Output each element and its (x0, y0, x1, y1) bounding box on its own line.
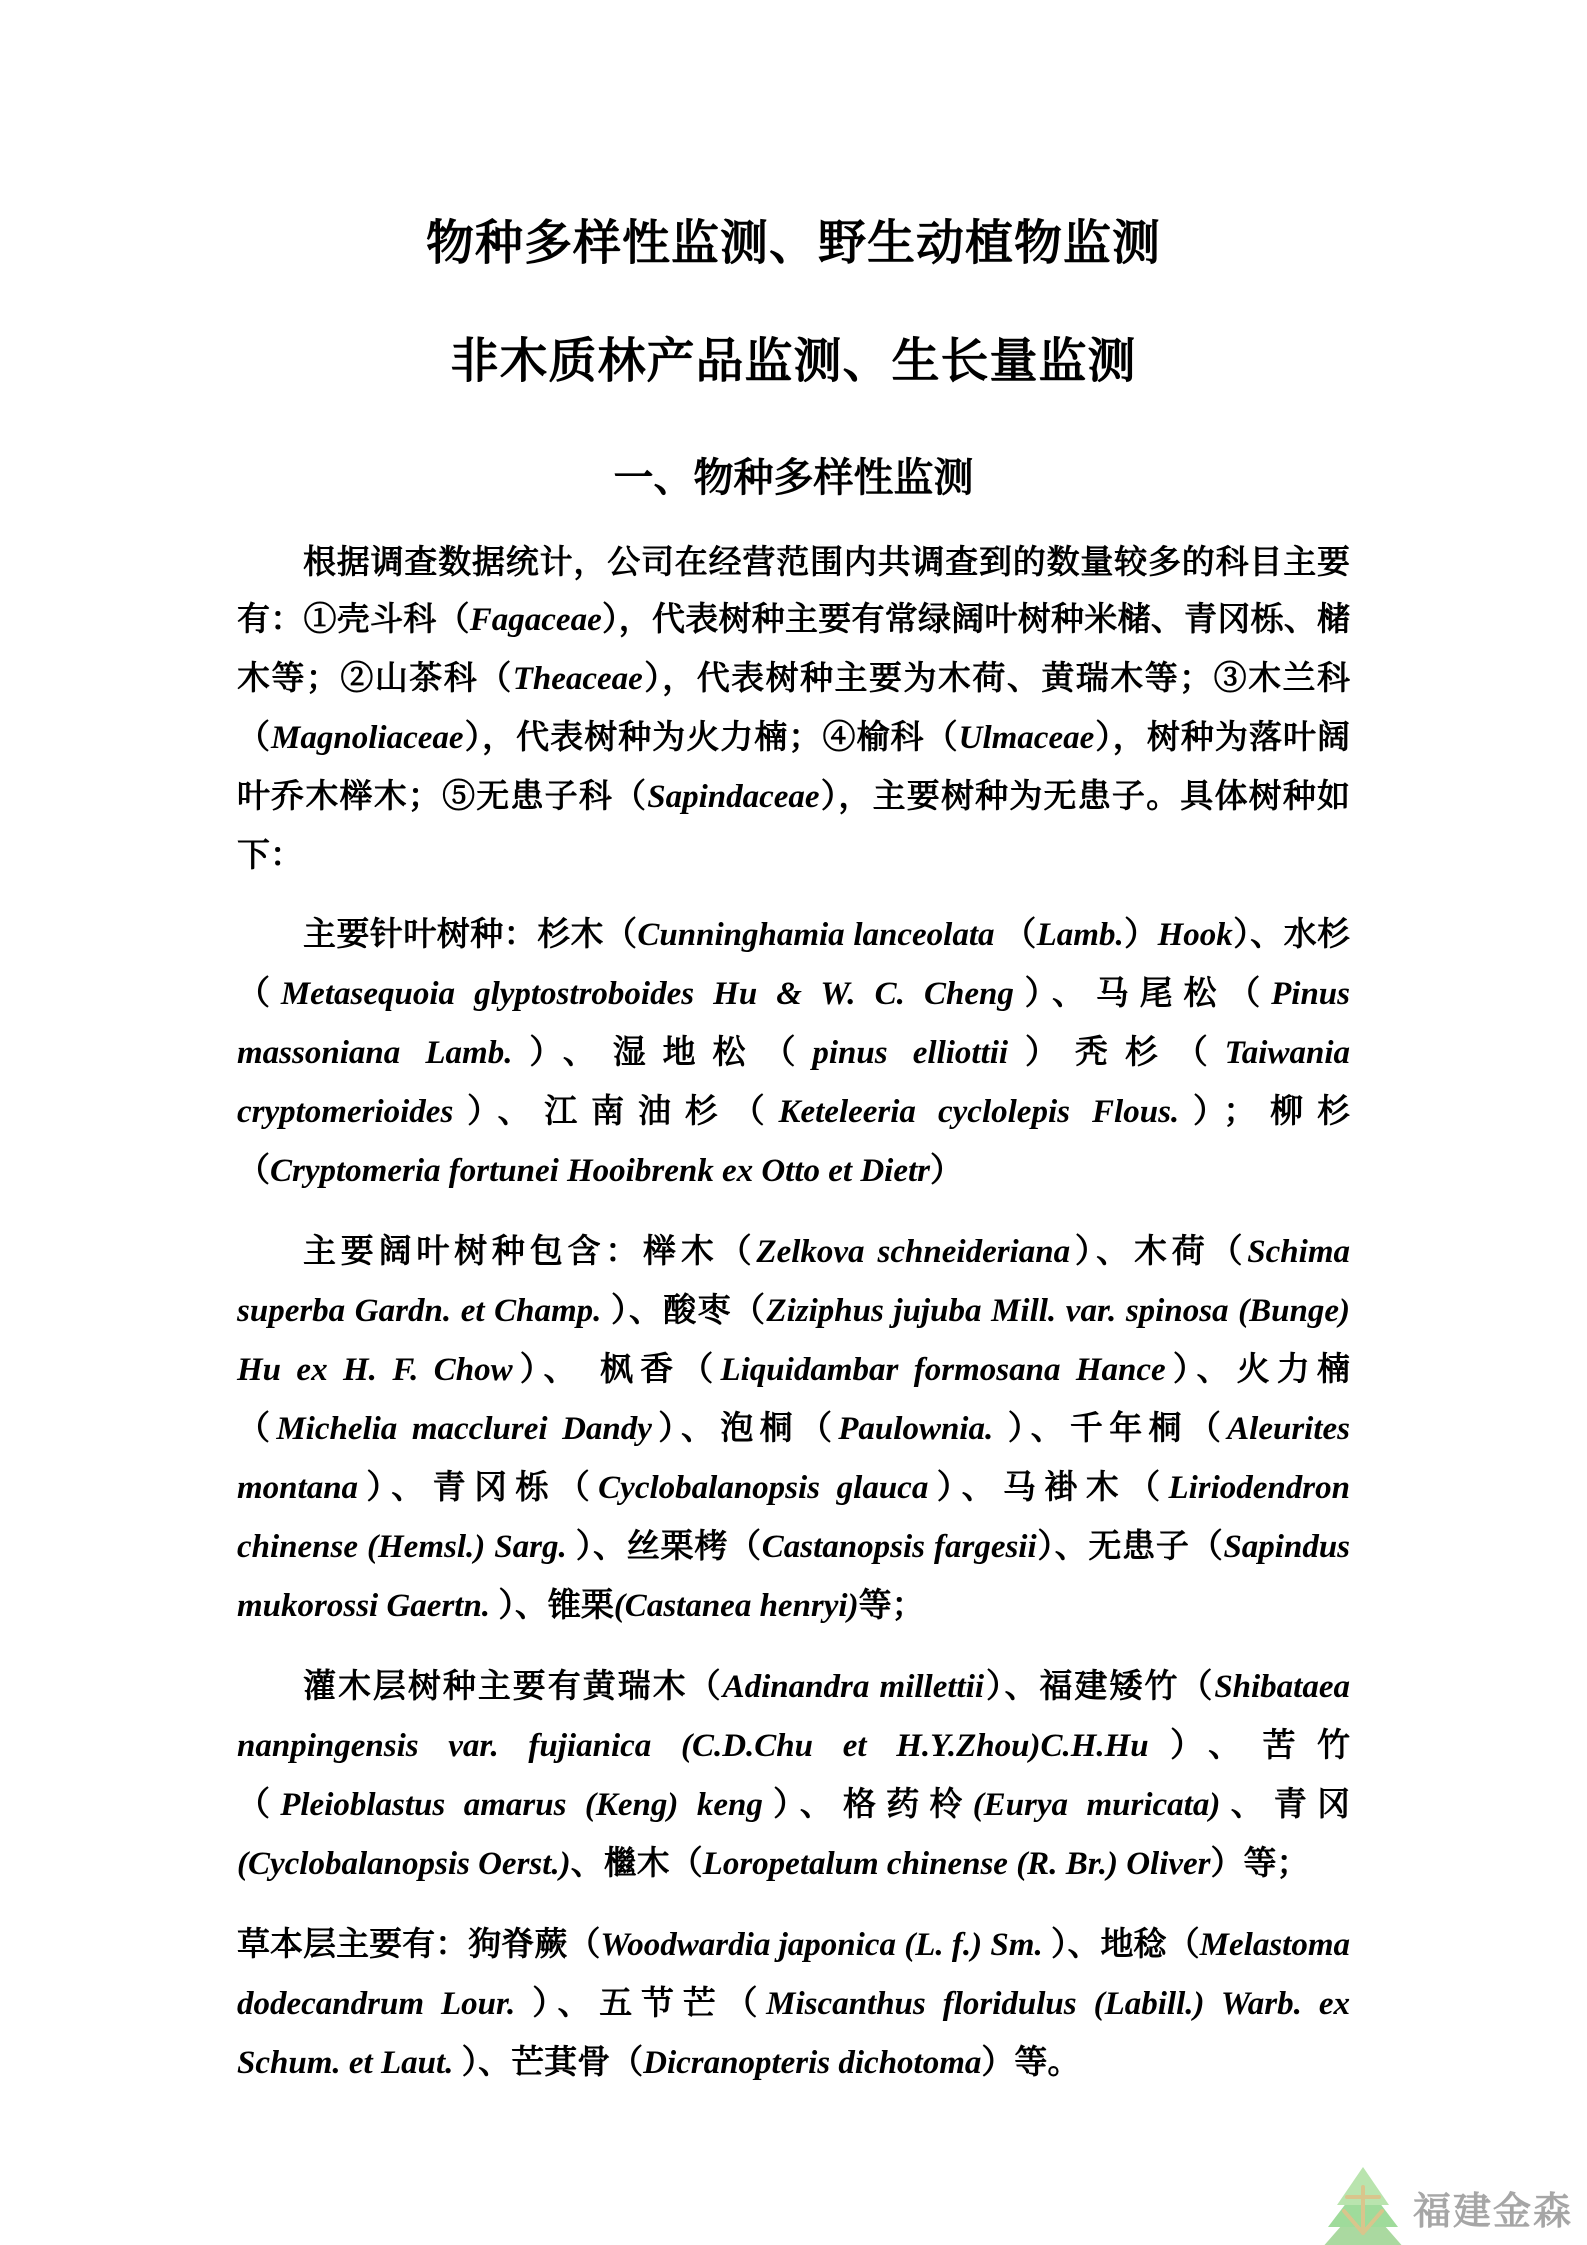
latin-species-name: Paulownia. (838, 1411, 1008, 1447)
latin-species-name: Zelkova schneideriana (756, 1234, 1071, 1270)
document-title-line2: 非木质林产品监测、生长量监测 (450, 335, 1137, 388)
latin-species-name: Dicranopteris dichotoma (643, 2045, 982, 2081)
latin-species-name: Adinandra millettii (722, 1669, 985, 1705)
chinese-text-run: ）、水杉（ (237, 915, 1350, 1011)
chinese-text-run: 等； (858, 1586, 925, 1623)
tree-logo-icon (1321, 2167, 1405, 2245)
latin-species-name: Pinus massoniana Lamb. (237, 976, 1350, 1071)
chinese-text-run: ），代表树种主要有常绿阔叶树种米槠、青冈栎、槠木等；②山茶科（ (237, 600, 1351, 696)
chinese-text-run: 草本层主要有：狗脊蕨（ (237, 1925, 601, 1962)
company-logo-text: 福建金森 (1412, 2191, 1573, 2233)
chinese-text-run: ） (929, 1151, 963, 1188)
latin-species-name: Keteleeria cyclolepis Flous. (778, 1094, 1180, 1130)
latin-species-name: Schima superba Gardn. et Champ. (237, 1234, 1350, 1329)
chinese-text-run: ）、千年桐（ (1007, 1409, 1228, 1446)
chinese-text-run: ）等。 (981, 2043, 1081, 2080)
latin-species-name: Ulmaceae (958, 720, 1095, 756)
latin-species-name: Magnoliaceae (271, 720, 464, 756)
chinese-text-run: ）、锥栗 (498, 1586, 614, 1623)
chinese-text-run: ）、 枫香（ (512, 1350, 721, 1387)
chinese-text-run: ），代表树种为火力楠；④榆科（ (463, 718, 959, 755)
latin-species-name: Fagaceae (469, 602, 602, 638)
chinese-text-run: ）、火力楠（ (237, 1350, 1351, 1446)
latin-species-name: Taiwania cryptomerioides (237, 1035, 1351, 1130)
body-paragraphs (237, 533, 1350, 2092)
document-content (237, 215, 1350, 2092)
paragraph (237, 905, 1350, 1200)
chinese-text-run: 灌木层树种主要有黄瑞木（ (303, 1667, 723, 1704)
latin-species-name: Hook (1157, 917, 1233, 953)
chinese-text-run: ），树种为落叶阔叶乔木榉木；⑤无患子科（ (237, 718, 1351, 814)
latin-species-name: Cryptomeria fortunei Hooibrenk ex Otto et Dietr (270, 1153, 930, 1189)
chinese-text-run: ）、苦竹（ (237, 1726, 1350, 1822)
chinese-text-run: ）、芒萁骨（ (461, 2043, 644, 2080)
chinese-text-run: ）、青冈栎（ (358, 1468, 599, 1505)
chinese-text-run: 主要针叶树种：杉木（ (303, 915, 638, 952)
latin-species-name: (Eurya muricata) (972, 1787, 1221, 1823)
latin-species-name: Theaceae (512, 661, 643, 697)
chinese-text-run: ）、福建矮竹（ (984, 1667, 1215, 1704)
chinese-text-run: 、青冈 (1220, 1785, 1351, 1822)
chinese-text-run: ）、五节芒（ (532, 1984, 767, 2021)
chinese-text-run: ）、泡桐（ (651, 1409, 839, 1446)
chinese-text-run: ）、丝栗栲（ (575, 1527, 762, 1564)
company-logo (1321, 2167, 1573, 2245)
latin-species-name: (Cyclobalanopsis Oerst.) (237, 1846, 571, 1882)
latin-species-name: Ziziphus jujuba Mill. var. spinosa (Bunge) Hu ex H. F. Chow (237, 1293, 1351, 1388)
chinese-text-run: ）秃杉（ (1008, 1033, 1225, 1070)
latin-species-name: Melastoma dodecandrum Lour. (237, 1927, 1351, 2022)
chinese-text-run: ）、马尾松（ (1013, 974, 1272, 1011)
chinese-text-run: 根据调查数据统计，公司在经营范围内共调查到的数量较多的科目主要有：①壳斗科（ (237, 543, 1350, 637)
chinese-text-run: （ (1003, 915, 1037, 952)
latin-species-name: Sapindus mukorossi Gaertn. (237, 1529, 1351, 1624)
chinese-text-run: ）、湿地松（ (512, 1033, 813, 1070)
chinese-text-run: ）、无患子（ (1036, 1527, 1224, 1564)
paragraph (237, 533, 1350, 883)
latin-species-name: Lamb. (1036, 917, 1124, 953)
latin-species-name: Miscanthus floridulus (Labill.) Warb. ex Schum. et Laut. (237, 1986, 1350, 2081)
chinese-text-run: ）、地稔（ (1050, 1925, 1200, 1962)
latin-species-name: pinus elliottii (812, 1035, 1009, 1071)
chinese-text-run: ） (1123, 915, 1158, 952)
latin-species-name: (Castanea henryi) (613, 1588, 859, 1624)
latin-species-name: Loropetalum chinense (R. Br.) Oliver (702, 1846, 1211, 1882)
latin-species-name: Castanopsis fargesii (761, 1529, 1037, 1565)
latin-species-name: Liriodendron chinense (Hemsl.) Sarg. (237, 1470, 1350, 1565)
document-title-line1: 物种多样性监测、野生动植物监测 (425, 217, 1161, 270)
chinese-text-run: ）、格药柃 (762, 1785, 973, 1822)
latin-species-name: Aleurites montana (237, 1411, 1351, 1506)
latin-species-name: Cunninghamia lanceolata (637, 917, 1004, 953)
latin-species-name: Liquidambar formosana Hance (720, 1352, 1166, 1388)
chinese-text-run: ）等； (1210, 1844, 1310, 1881)
chinese-text-run: ），主要树种为无患子。具体树种如下： (237, 777, 1351, 873)
chinese-text-run: 、檵木（ (570, 1844, 703, 1881)
latin-species-name: Pleioblastus amarus (Keng) keng (280, 1787, 763, 1823)
chinese-text-run: ）、马褂木（ (928, 1468, 1169, 1505)
latin-species-name: Shibataea nanpingensis var. fujianica (C.D.Chu et H.Y.Zhou)C.H.Hu (237, 1669, 1351, 1764)
latin-species-name: Woodwardia japonica (L. f.) Sm. (600, 1927, 1051, 1963)
chinese-text-run: ）、木荷（ (1070, 1232, 1248, 1269)
paragraph (237, 1657, 1350, 1893)
latin-species-name: Cyclobalanopsis glauca (598, 1470, 929, 1506)
latin-species-name: Sapindaceae (647, 779, 820, 815)
latin-species-name: Metasequoia glyptostroboides Hu & W. C. Cheng (280, 976, 1014, 1012)
latin-species-name: Michelia macclurei Dandy (276, 1411, 652, 1447)
chinese-text-run: ），代表树种主要为木荷、黄瑞木等；③木兰科（ (237, 659, 1351, 755)
chinese-text-run: ）、江南油杉（ (453, 1092, 779, 1129)
chinese-text-run: 主要阔叶树种包含：榉木（ (303, 1232, 757, 1269)
paragraph (237, 1915, 1350, 2092)
section-heading: 一、物种多样性监测 (613, 456, 974, 500)
paragraph (237, 1222, 1350, 1635)
chinese-text-run: ）、酸枣（ (611, 1291, 767, 1328)
chinese-text-run: ）；柳杉（ (237, 1092, 1351, 1188)
